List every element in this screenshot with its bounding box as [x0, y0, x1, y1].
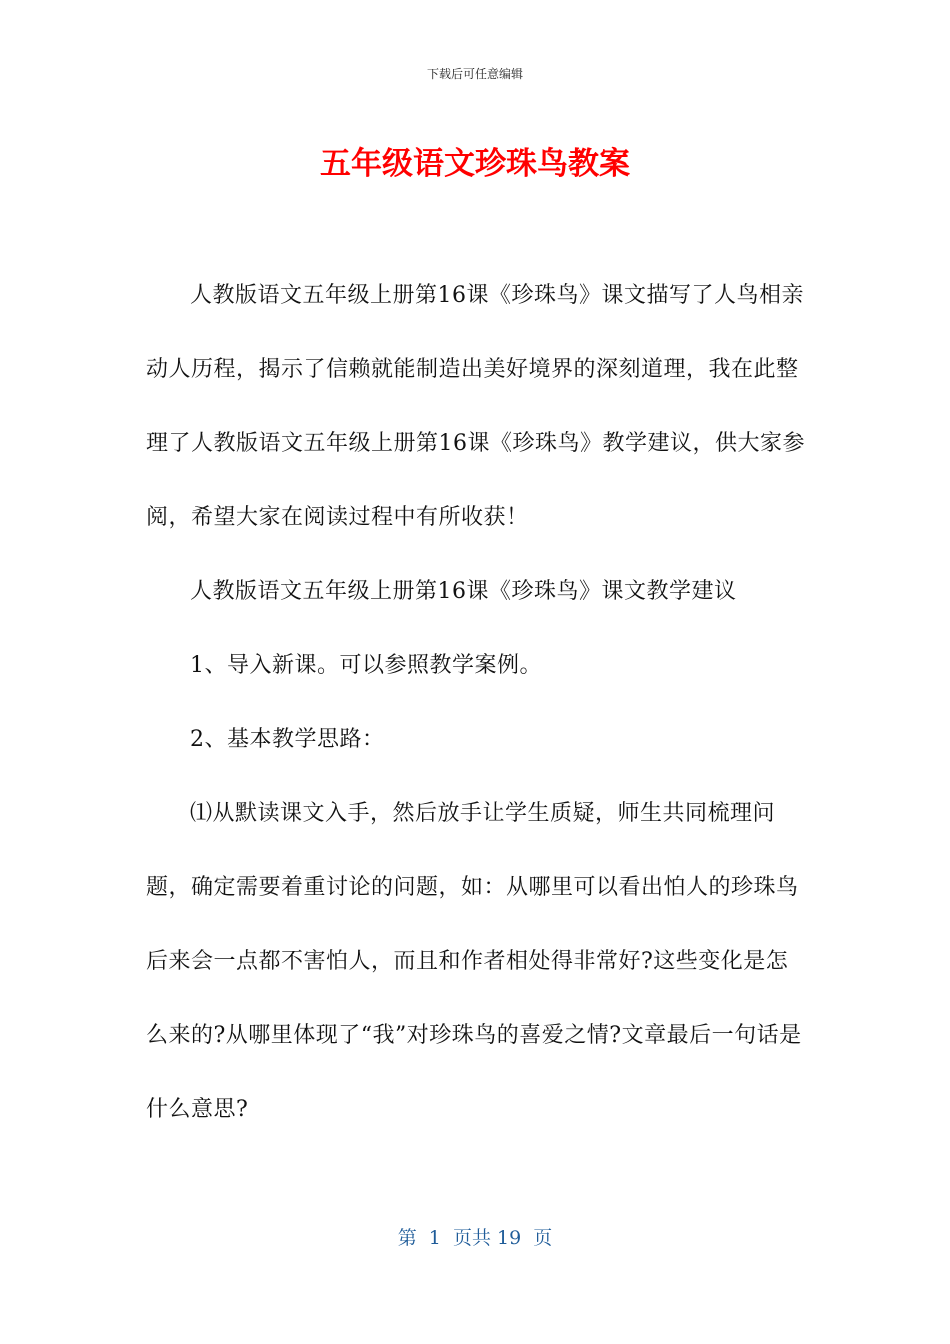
sub-item-1: ⑴从默读课文入手，然后放手让学生质疑，师生共同梳理问题，确定需要着重讨论的问题，如：从哪里可以看出怕人的珍珠鸟后来会一点都不害怕人，而且和作者相处得非常好?这些变化是怎么来的?从哪里体现了“我”对珍珠鸟的喜爱之情?文章最后一句话是什么意思? — [146, 801, 802, 1122]
list-item-2: 2、基本教学思路： — [190, 727, 385, 752]
document-body — [146, 259, 806, 1147]
section-heading: 人教版语文五年级上册第16课《珍珠鸟》课文教学建议 — [190, 579, 737, 604]
list-item-1: 1、导入新课。可以参照教学案例。 — [190, 653, 542, 678]
page-header-note: 下载后可任意编辑 — [426, 67, 523, 81]
page-number-footer: 第 1 页共 19 页 — [397, 1227, 553, 1249]
document-title: 五年级语文珍珠鸟教案 — [320, 146, 630, 182]
intro-paragraph: 人教版语文五年级上册第16课《珍珠鸟》课文描写了人鸟相亲动人历程，揭示了信赖就能制造出美好境界的深刻道理，我在此整理了人教版语文五年级上册第16课《珍珠鸟》教学建议，供大家参阅，希望大家在阅读过程中有所收获！ — [146, 283, 805, 530]
